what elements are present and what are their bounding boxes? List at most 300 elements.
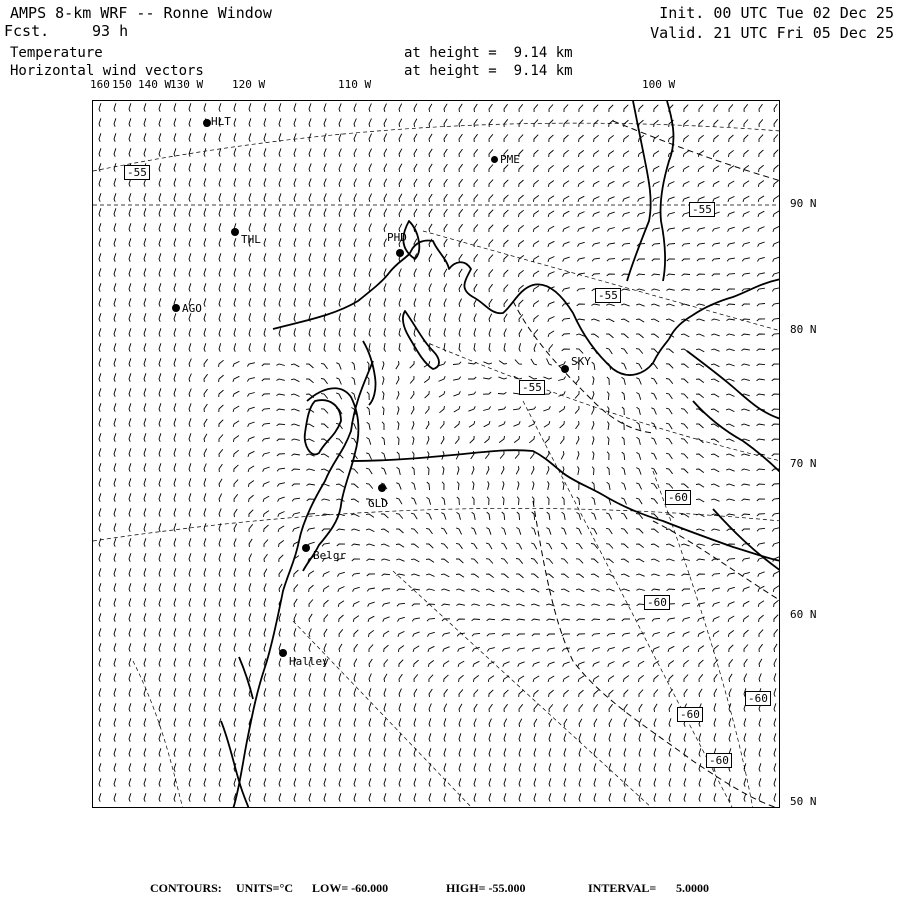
wind-vector xyxy=(264,253,266,261)
wind-vector xyxy=(129,373,131,381)
wind-vector xyxy=(489,328,491,336)
wind-vector xyxy=(548,481,550,490)
wind-vector xyxy=(441,528,447,534)
wind-vector xyxy=(531,589,539,592)
wind-vector xyxy=(159,463,161,471)
wind-vector xyxy=(399,343,401,351)
wind-vector xyxy=(323,586,329,592)
wind-vector xyxy=(531,543,537,549)
wind-vector xyxy=(563,242,570,247)
wind-vector xyxy=(369,688,371,696)
wind-vector xyxy=(489,104,493,112)
station-dot xyxy=(491,156,498,163)
wind-vector xyxy=(729,674,732,682)
wind-vector xyxy=(459,209,463,217)
wind-vector xyxy=(468,377,476,379)
wind-vector xyxy=(667,228,675,232)
wind-vector xyxy=(412,421,414,429)
wind-vector xyxy=(684,135,689,142)
wind-vector xyxy=(219,238,221,246)
wind-vector xyxy=(696,499,704,502)
wind-vector xyxy=(743,227,750,232)
wind-vector xyxy=(384,179,387,187)
wind-vector xyxy=(560,436,564,444)
wind-vector xyxy=(324,793,326,801)
wind-vector xyxy=(744,718,746,726)
wind-vector xyxy=(279,148,281,156)
wind-vector xyxy=(714,703,716,711)
wind-vector xyxy=(369,134,372,142)
wind-vector xyxy=(741,469,749,471)
wind-vector xyxy=(233,436,239,442)
wind-vector xyxy=(534,778,536,786)
wind-vector xyxy=(459,104,462,112)
wind-vector xyxy=(321,409,328,414)
wind-vector xyxy=(502,648,510,652)
wind-vector xyxy=(249,778,251,786)
wind-vector xyxy=(636,468,641,475)
wind-vector xyxy=(474,328,476,336)
wind-vector xyxy=(637,437,641,445)
wind-vector xyxy=(309,585,314,592)
wind-vector xyxy=(339,223,341,231)
wind-vector xyxy=(291,409,299,411)
wind-vector xyxy=(99,478,101,486)
wind-vector xyxy=(504,210,509,217)
wind-vector xyxy=(174,703,176,711)
wind-vector xyxy=(219,628,221,636)
wind-vector xyxy=(306,364,314,368)
wind-vector xyxy=(414,313,416,321)
wind-vector xyxy=(758,181,764,187)
footer-units: UNITS=°C xyxy=(236,881,293,895)
wind-vector xyxy=(609,793,611,801)
wind-vector xyxy=(591,604,600,606)
wind-vector xyxy=(264,733,266,741)
wind-vector xyxy=(474,793,476,801)
wind-vector xyxy=(174,343,176,351)
wind-vector xyxy=(474,269,478,277)
wind-vector xyxy=(99,298,101,306)
wind-vector xyxy=(294,748,296,756)
wind-vector xyxy=(129,448,131,456)
wind-vector xyxy=(699,660,704,667)
wind-vector xyxy=(264,673,266,681)
wind-vector xyxy=(486,543,492,549)
wind-vector xyxy=(474,134,478,142)
wind-vector xyxy=(667,212,674,216)
wind-vector xyxy=(454,421,459,428)
wind-vector xyxy=(489,778,491,786)
wind-vector xyxy=(564,793,566,801)
wind-vector xyxy=(354,164,357,172)
wind-vector xyxy=(534,793,536,801)
wind-vector xyxy=(636,334,644,338)
wind-vector xyxy=(513,407,521,410)
wind-vector xyxy=(351,469,358,474)
wind-vector xyxy=(681,334,689,337)
wind-vector xyxy=(698,646,704,652)
wind-vector xyxy=(441,436,444,444)
wind-vector xyxy=(144,733,146,741)
wind-vector xyxy=(189,568,191,576)
wind-vector xyxy=(696,349,704,352)
map-panel[interactable] xyxy=(92,100,780,808)
wind-vector xyxy=(442,619,450,621)
wind-vector xyxy=(607,647,614,651)
wind-vector xyxy=(743,212,750,217)
wind-vector xyxy=(726,514,735,516)
wind-vector xyxy=(309,163,311,171)
wind-vector xyxy=(697,589,705,592)
wind-vector xyxy=(427,632,434,636)
wind-vector xyxy=(741,409,749,411)
wind-vector xyxy=(174,118,176,126)
wind-vector xyxy=(294,118,296,126)
wind-vector xyxy=(279,178,281,186)
wind-vector xyxy=(324,673,326,681)
wind-vector xyxy=(249,613,251,621)
wind-vector xyxy=(324,343,326,352)
wind-vector xyxy=(474,704,477,712)
wind-vector xyxy=(351,529,359,531)
wind-vector xyxy=(264,298,266,306)
wind-vector xyxy=(712,559,720,561)
wind-vector xyxy=(367,422,371,430)
wind-vector xyxy=(515,360,522,365)
wind-vector xyxy=(684,763,686,771)
wind-vector xyxy=(651,393,657,400)
wind-vector xyxy=(504,225,509,232)
wind-vector xyxy=(772,394,780,396)
wind-vector xyxy=(459,299,462,307)
wind-vector xyxy=(741,484,750,486)
wind-vector xyxy=(576,436,579,444)
wind-vector xyxy=(711,499,719,501)
wind-vector xyxy=(774,180,779,187)
station-label: PME xyxy=(500,153,520,166)
wind-vector xyxy=(459,675,464,682)
wind-vector xyxy=(159,238,161,246)
wind-vector xyxy=(324,253,326,261)
wind-vector xyxy=(369,298,371,306)
wind-vector xyxy=(772,424,780,426)
wind-vector xyxy=(697,228,705,232)
wind-vector xyxy=(741,364,749,366)
wind-vector xyxy=(699,748,701,756)
wind-vector xyxy=(234,583,236,591)
wind-vector xyxy=(459,254,462,262)
wind-vector xyxy=(623,647,630,651)
wind-vector xyxy=(457,466,459,474)
wind-vector xyxy=(159,703,161,711)
wind-vector xyxy=(699,763,701,771)
wind-vector xyxy=(411,498,416,505)
wind-vector xyxy=(234,193,236,201)
wind-vector xyxy=(277,454,285,456)
wind-vector xyxy=(454,406,460,412)
wind-vector xyxy=(414,104,417,112)
wind-vector xyxy=(219,778,221,786)
wind-vector xyxy=(774,150,778,157)
wind-vector xyxy=(249,268,251,276)
wind-vector xyxy=(532,619,540,621)
wind-vector xyxy=(667,274,675,276)
wind-vector xyxy=(637,228,645,232)
wind-vector xyxy=(727,243,735,247)
wind-vector xyxy=(666,484,673,489)
lon-label-160: 160 xyxy=(90,78,110,91)
wind-vector xyxy=(637,274,645,276)
wind-vector xyxy=(636,378,641,385)
wind-vector xyxy=(652,212,659,216)
wind-vector xyxy=(592,362,595,370)
wind-vector xyxy=(144,568,146,576)
wind-vector xyxy=(114,103,116,111)
wind-vector xyxy=(681,469,688,473)
wind-vector xyxy=(578,181,584,187)
wind-vector xyxy=(189,223,191,231)
wind-vector xyxy=(504,119,508,127)
wind-vector xyxy=(144,433,146,441)
wind-vector xyxy=(593,227,600,231)
wind-vector xyxy=(639,778,641,786)
wind-vector xyxy=(489,793,491,801)
wind-vector xyxy=(713,617,720,622)
wind-vector xyxy=(129,208,131,216)
wind-vector xyxy=(264,343,266,352)
wind-vector xyxy=(759,659,762,667)
wind-vector xyxy=(411,574,419,576)
wind-vector xyxy=(759,165,764,172)
wind-vector xyxy=(324,298,326,306)
wind-vector xyxy=(412,618,420,622)
wind-vector xyxy=(114,463,116,471)
wind-vector xyxy=(742,499,750,501)
wind-vector xyxy=(382,574,390,576)
wind-vector xyxy=(114,703,116,711)
wind-vector xyxy=(309,178,311,186)
wind-vector xyxy=(453,377,461,381)
wind-vector xyxy=(384,688,386,696)
wind-vector xyxy=(651,529,659,533)
wind-vector xyxy=(621,483,625,490)
wind-vector xyxy=(279,298,281,306)
contour-label: -55 xyxy=(689,202,715,217)
wind-vector xyxy=(114,208,116,216)
wind-vector xyxy=(489,165,493,173)
wind-vector xyxy=(189,268,191,276)
wind-vector xyxy=(324,178,326,186)
wind-vector xyxy=(759,673,761,681)
wind-vector xyxy=(546,543,552,549)
wind-vector xyxy=(144,253,146,261)
wind-vector xyxy=(309,223,311,231)
wind-vector xyxy=(144,613,146,621)
wind-vector xyxy=(502,634,510,636)
wind-vector xyxy=(189,103,191,111)
wind-vector xyxy=(726,349,734,351)
wind-vector xyxy=(339,268,341,277)
footer-high: HIGH= -55.000 xyxy=(446,881,526,895)
wind-vector xyxy=(262,364,270,366)
wind-vector xyxy=(774,135,778,143)
wind-vector xyxy=(234,733,236,741)
wind-vector xyxy=(501,528,505,535)
wind-vector xyxy=(279,763,281,771)
wind-vector xyxy=(458,647,465,652)
wind-vector xyxy=(621,319,629,322)
wind-vector xyxy=(234,480,238,487)
wind-vector xyxy=(591,559,598,563)
wind-vector xyxy=(382,589,390,591)
wind-vector xyxy=(429,748,431,756)
wind-vector xyxy=(399,134,402,142)
wind-vector xyxy=(396,498,402,504)
wind-vector xyxy=(608,212,615,217)
wind-vector xyxy=(369,209,372,217)
wind-vector xyxy=(144,118,146,126)
wind-vector xyxy=(487,619,495,621)
lon-label-150: 150 xyxy=(112,78,132,91)
wind-vector xyxy=(339,179,341,187)
wind-vector xyxy=(428,451,430,459)
wind-vector xyxy=(727,274,735,277)
wind-vector xyxy=(144,703,146,711)
wind-vector xyxy=(651,438,656,445)
wind-vector xyxy=(174,583,176,591)
wind-vector xyxy=(518,676,524,682)
wind-vector xyxy=(699,674,703,682)
wind-vector xyxy=(593,166,599,172)
wind-vector xyxy=(442,466,444,475)
wind-vector xyxy=(204,298,206,306)
wind-vector xyxy=(563,166,569,172)
wind-vector xyxy=(414,763,416,771)
wind-vector xyxy=(264,103,266,111)
wind-vector xyxy=(396,376,399,384)
wind-vector xyxy=(204,178,206,186)
wind-vector xyxy=(413,646,419,652)
wind-vector xyxy=(547,619,555,621)
wind-vector xyxy=(189,148,191,156)
wind-vector xyxy=(411,391,415,399)
wind-vector xyxy=(204,523,206,531)
wind-vector xyxy=(384,703,386,711)
map-title: AMPS 8-km WRF -- Ronne Window xyxy=(10,4,272,22)
wind-vector xyxy=(307,528,315,532)
wind-vector xyxy=(774,615,778,622)
wind-vector xyxy=(353,616,359,622)
wind-vector xyxy=(504,255,509,262)
wind-vector xyxy=(729,689,731,697)
wind-vector xyxy=(144,418,146,426)
wind-vector xyxy=(384,793,386,801)
wind-vector xyxy=(396,483,401,490)
wind-vector xyxy=(534,690,539,697)
wind-vector xyxy=(144,343,146,351)
wind-vector xyxy=(606,348,612,354)
wind-vector xyxy=(204,359,208,367)
wind-vector xyxy=(758,242,765,247)
wind-vector xyxy=(699,105,703,112)
wind-vector xyxy=(234,703,236,711)
wind-vector xyxy=(114,388,116,396)
wind-vector xyxy=(429,284,432,292)
inner-loop-1 xyxy=(305,400,341,454)
wind-vector xyxy=(743,601,749,607)
wind-vector xyxy=(279,238,281,247)
wind-vector xyxy=(744,748,746,756)
wind-vector xyxy=(367,377,369,385)
wind-vector xyxy=(519,793,521,801)
wind-vector xyxy=(741,424,749,426)
wind-vector xyxy=(757,543,765,547)
wind-vector xyxy=(294,103,296,112)
lat-line-80n xyxy=(423,341,780,461)
wind-vector xyxy=(578,227,585,232)
coast-peninsula xyxy=(627,101,651,281)
wind-vector xyxy=(369,104,371,112)
wind-vector xyxy=(114,178,116,186)
wind-vector xyxy=(455,436,459,444)
wind-vector xyxy=(204,404,207,412)
wind-vector xyxy=(742,242,749,246)
wind-vector xyxy=(504,343,506,352)
wind-vector xyxy=(728,616,734,622)
wind-vector xyxy=(473,675,478,682)
wind-vector xyxy=(219,583,221,591)
wind-vector xyxy=(608,676,614,682)
wind-vector xyxy=(742,514,750,516)
wind-vector xyxy=(653,197,660,202)
wind-vector xyxy=(636,452,640,459)
wind-vector xyxy=(429,763,431,771)
wind-vector xyxy=(384,164,387,172)
wind-vector xyxy=(219,360,224,367)
wind-vector xyxy=(264,178,266,187)
wind-vector xyxy=(576,604,584,606)
wind-vector xyxy=(412,482,416,490)
wind-vector xyxy=(396,529,404,533)
wind-vector xyxy=(593,376,595,385)
wind-vector xyxy=(354,194,357,202)
wind-vector xyxy=(399,298,401,306)
wind-vector xyxy=(99,553,101,561)
wind-vector xyxy=(456,589,464,591)
wind-vector xyxy=(351,499,359,502)
wind-vector xyxy=(682,574,691,576)
wind-vector xyxy=(592,634,600,637)
wind-vector xyxy=(607,482,611,490)
wind-vector xyxy=(294,328,296,337)
wind-vector xyxy=(249,524,253,532)
contour-label: -60 xyxy=(677,707,703,722)
wind-vector xyxy=(504,180,509,187)
wind-vector xyxy=(637,259,645,261)
wind-vector xyxy=(264,583,266,591)
wind-vector xyxy=(726,439,734,442)
wind-vector xyxy=(606,334,614,338)
wind-vector xyxy=(774,165,779,172)
wind-vector xyxy=(533,676,539,682)
wind-vector xyxy=(189,433,191,441)
wind-vector xyxy=(698,197,705,202)
wind-vector xyxy=(339,209,341,217)
wind-vector xyxy=(514,436,519,443)
wind-vector xyxy=(174,718,176,726)
wind-vector xyxy=(159,403,161,411)
